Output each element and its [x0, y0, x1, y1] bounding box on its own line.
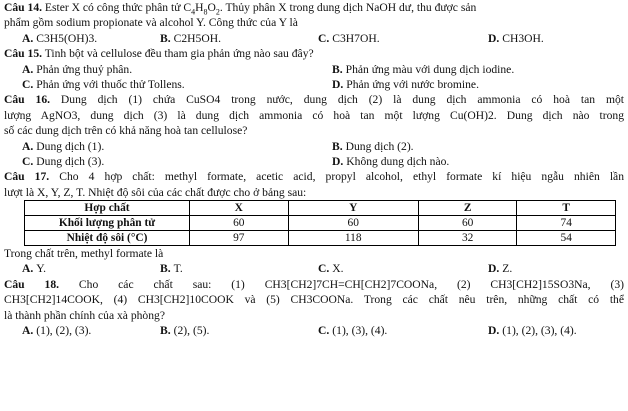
- option-key: B.: [160, 31, 171, 45]
- q14-number: Câu 14.: [4, 1, 43, 14]
- q14-text-part: O: [207, 1, 216, 14]
- option-value: (1), (3), (4).: [332, 324, 388, 338]
- q15-option-c[interactable]: [4, 77, 332, 92]
- q15-number: Câu 15.: [4, 47, 43, 61]
- option-key: A.: [22, 139, 34, 153]
- option-value: Dung dịch (2).: [345, 139, 414, 153]
- q16-option-d[interactable]: [332, 154, 449, 169]
- option-key: D.: [488, 262, 500, 276]
- option-key: B.: [332, 62, 343, 76]
- table-cell: 118: [288, 231, 418, 246]
- option-value: Z.: [502, 262, 513, 276]
- q14-option-d[interactable]: [488, 31, 544, 46]
- q17-option-b[interactable]: [160, 261, 318, 276]
- q18-text: Cho các chất sau: (1) CH3[CH2]7CH=CH[CH2]7COONa, (2) CH3[CH2]15SO3Na, (3): [78, 277, 624, 291]
- q14-option-b[interactable]: [160, 31, 318, 46]
- q16-number: Câu 16.: [4, 93, 51, 107]
- table-row: [25, 231, 616, 246]
- q16-option-a[interactable]: [4, 139, 332, 154]
- q14-text-part: . Thủy phân X trong dung dịch NaOH dư, thu được sản: [219, 1, 477, 14]
- option-value: (2), (5).: [173, 324, 210, 338]
- option-key: D.: [332, 77, 344, 91]
- option-value: Y.: [36, 262, 47, 276]
- q18-option-a[interactable]: [4, 323, 160, 338]
- q18-stem-line3: là thành phần chính của xà phòng?: [4, 308, 165, 322]
- q17-stem-line2: lượt là X, Y, Z, T. Nhiệt độ sôi của các chất được cho ở bảng sau:: [4, 185, 307, 199]
- table-cell: 32: [418, 231, 517, 246]
- table-row-label: Nhiệt độ sôi (°C): [25, 231, 190, 246]
- option-value: Phản ứng với nước bromine.: [346, 77, 479, 91]
- q18-option-b[interactable]: [160, 323, 318, 338]
- q18-stem-line2: CH3[CH2]14COOK, (4) CH3[CH2]10COOK và (5) CH3COONa. Trong các chất nêu trên, những chất có thể: [4, 293, 624, 307]
- option-key: B.: [160, 262, 171, 276]
- option-value: C2H5OH.: [173, 31, 221, 45]
- option-value: C3H7OH.: [332, 31, 380, 45]
- q15-option-d[interactable]: [332, 77, 479, 92]
- table-cell: 60: [190, 216, 289, 231]
- table-header-row: [25, 201, 616, 216]
- option-value: Phản ứng màu với dung dịch iodine.: [345, 62, 515, 76]
- q16-text: Dung dịch (1) chứa CuSO4 trong nước, dung dịch (2) là dung dịch ammonia có hoà tan một: [60, 93, 624, 107]
- q18-option-c[interactable]: [318, 323, 488, 338]
- q17-option-a[interactable]: [4, 261, 160, 276]
- option-key: C.: [318, 324, 330, 338]
- table-header-cell: X: [190, 201, 289, 216]
- option-key: B.: [332, 139, 343, 153]
- q18-number: Câu 18.: [4, 277, 60, 291]
- option-value: X.: [332, 262, 344, 276]
- q14-sub: 8: [203, 7, 208, 17]
- option-key: B.: [160, 324, 171, 338]
- q17-stem-line1: [4, 169, 624, 184]
- table-cell: 60: [418, 216, 517, 231]
- option-value: Dung dịch (3).: [36, 154, 105, 168]
- option-key: C.: [318, 262, 330, 276]
- table-cell: 60: [288, 216, 418, 231]
- q14-option-a[interactable]: [4, 31, 160, 46]
- table-cell: 97: [190, 231, 289, 246]
- q17-option-c[interactable]: [318, 261, 488, 276]
- option-value: Dung dịch (1).: [36, 139, 105, 153]
- q18-stem-line1: [4, 277, 624, 292]
- q17-text: Cho 4 hợp chất: methyl formate, acetic acid, propyl alcohol, ethyl formate kí hiệu ngẫu nhiên lần: [59, 170, 625, 184]
- table-header-cell: Z: [418, 201, 517, 216]
- q14-sub: 4: [191, 7, 196, 17]
- q16-stem-line3: số các dung dịch trên có khả năng hoà tan cellulose?: [4, 124, 248, 138]
- q15-option-b[interactable]: [332, 62, 514, 77]
- q17-number: Câu 17.: [4, 170, 50, 184]
- q14-stem-line1: [4, 0, 624, 15]
- option-key: A.: [22, 324, 34, 338]
- q17-after-table: Trong chất trên, methyl formate là: [4, 247, 164, 261]
- q16-stem-line1: [4, 92, 624, 107]
- q14-options: [4, 31, 624, 46]
- q15-option-a[interactable]: [4, 62, 332, 77]
- option-key: A.: [22, 62, 34, 76]
- table-row-label: Khối lượng phân tử: [25, 216, 190, 231]
- option-value: Phản ứng thuỷ phân.: [36, 62, 133, 76]
- boiling-point-table: [24, 200, 616, 246]
- q16-options-row1: [4, 139, 624, 154]
- option-key: A.: [22, 262, 34, 276]
- table-cell: 74: [517, 216, 616, 231]
- q18-options: [4, 323, 624, 338]
- option-key: D.: [488, 31, 500, 45]
- q17-options: [4, 261, 624, 276]
- table-header-cell: Hợp chất: [25, 201, 190, 216]
- q16-options-row2: [4, 154, 624, 169]
- q16-option-b[interactable]: [332, 139, 414, 154]
- q18-option-d[interactable]: [488, 323, 577, 338]
- q15-options-row1: [4, 62, 624, 77]
- q16-stem-line2: lượng AgNO3, dung dịch (3) là dung dịch ammonia có hoà tan một lượng Cu(OH)2. Dung dịch nào trong: [4, 108, 624, 122]
- option-value: CH3OH.: [502, 31, 544, 45]
- q17-option-d[interactable]: [488, 261, 512, 276]
- q14-stem-line2: phẩm gồm sodium propionate và alcohol Y. Công thức của Y là: [4, 16, 298, 30]
- q15-options-row2: [4, 77, 624, 92]
- option-value: (1), (2), (3), (4).: [502, 324, 577, 338]
- option-key: C.: [318, 31, 330, 45]
- option-key: C.: [22, 77, 34, 91]
- table-row: [25, 216, 616, 231]
- q15-text: Tinh bột và cellulose đều tham gia phản ứng nào sau đây?: [44, 47, 314, 61]
- option-key: D.: [488, 324, 500, 338]
- q14-text-part: Ester X có công thức phân tử C: [44, 1, 192, 14]
- option-value: Phản ứng với thuốc thử Tollens.: [36, 77, 185, 91]
- q15-stem: [4, 46, 624, 61]
- table-header-cell: Y: [288, 201, 418, 216]
- option-value: T.: [173, 262, 183, 276]
- option-value: (1), (2), (3).: [36, 324, 92, 338]
- option-key: C.: [22, 154, 34, 168]
- q14-option-c[interactable]: [318, 31, 488, 46]
- option-value: Không dung dịch nào.: [346, 154, 450, 168]
- option-key: A.: [22, 31, 34, 45]
- table-header-cell: T: [517, 201, 616, 216]
- q16-option-c[interactable]: [4, 154, 332, 169]
- option-key: D.: [332, 154, 344, 168]
- q14-text-part: H: [195, 1, 204, 14]
- option-value: C3H5(OH)3.: [36, 31, 98, 45]
- q14-sub: 2: [215, 7, 220, 17]
- table-cell: 54: [517, 231, 616, 246]
